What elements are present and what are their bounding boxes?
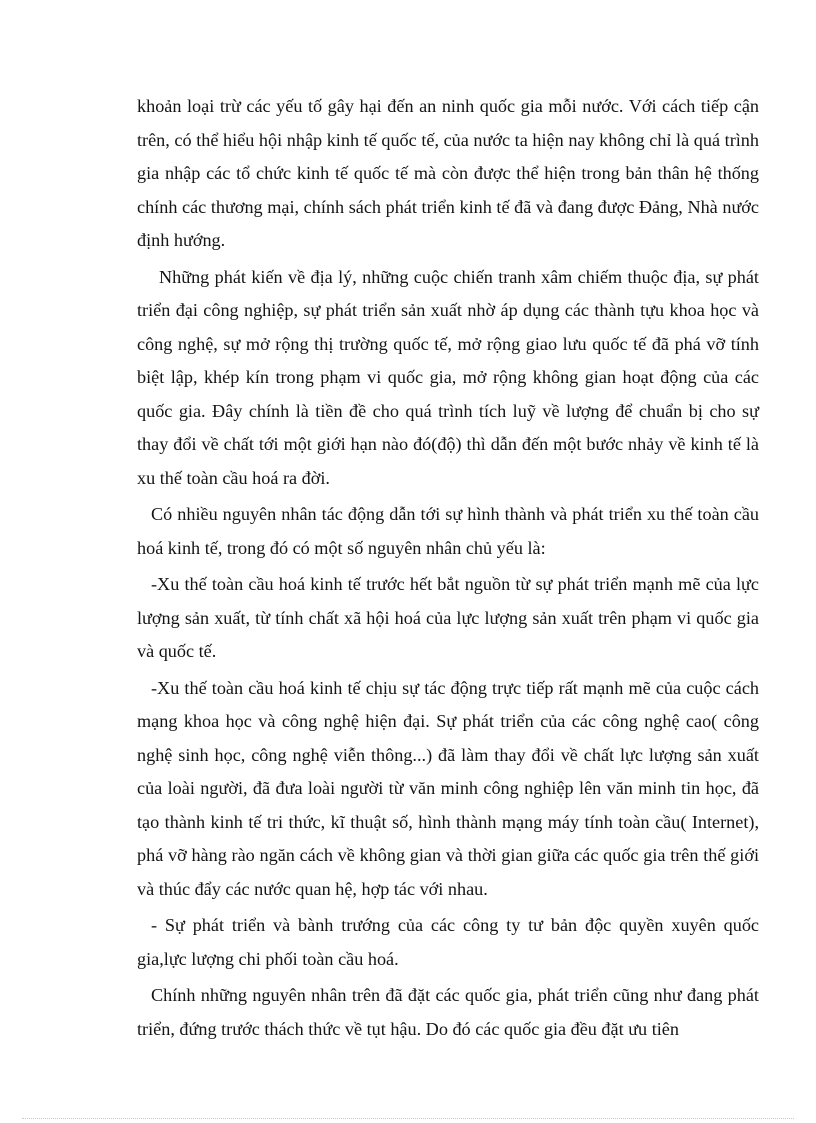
document-body bbox=[137, 90, 759, 1046]
paragraph-7: Chính những nguyên nhân trên đã đặt các quốc gia, phát triển cũng như đang phát triển, đứng trước thách thức về tụt hậu. Do đó các quốc gia đều đặt ưu tiên bbox=[137, 985, 759, 1039]
paragraph-6: - Sự phát triển và bành trướng của các công ty tư bản độc quyền xuyên quốc gia,lực lượng chi phối toàn cầu hoá. bbox=[137, 915, 759, 969]
paragraph-5: -Xu thế toàn cầu hoá kinh tế chịu sự tác động trực tiếp rất mạnh mẽ của cuộc cách mạng khoa học và công nghệ hiện đại. Sự phát triển của các công nghệ cao( công nghệ sinh học, công nghệ viễn thông...) đã làm thay đổi về chất lực lượng sản xuất của loài người, đã đưa loài người từ văn minh công nghiệp lên văn minh tin học, đã tạo thành kinh tế tri thức, kĩ thuật số, hình thành mạng máy tính toàn cầu( Internet), phá vỡ hàng rào ngăn cách về không gian và thời gian giữa các quốc gia trên thế giới và thúc đẩy các nước quan hệ, hợp tác với nhau. bbox=[137, 677, 759, 899]
page-bottom-divider bbox=[22, 1118, 794, 1119]
paragraph-4: -Xu thế toàn cầu hoá kinh tế trước hết bắt nguồn từ sự phát triển mạnh mẽ của lực lượng sản xuất, từ tính chất xã hội hoá của lực lượng sản xuất trên phạm vi quốc gia và quốc tế. bbox=[137, 574, 759, 661]
paragraph-3: Có nhiều nguyên nhân tác động dẫn tới sự hình thành và phát triển xu thế toàn cầu hoá kinh tế, trong đó có một số nguyên nhân chủ yếu là: bbox=[137, 504, 759, 558]
paragraph-1: khoản loại trừ các yếu tố gây hại đến an ninh quốc gia mỗi nước. Với cách tiếp cận trên, có thể hiểu hội nhập kinh tế quốc tế, của nước ta hiện nay không chỉ là quá trình gia nhập các tổ chức kinh tế quốc tế mà còn được thể hiện trong bản thân hệ thống chính các thương mại, chính sách phát triển kinh tế đã và đang được Đảng, Nhà nước định hướng. bbox=[137, 96, 759, 250]
paragraph-2: Những phát kiến về địa lý, những cuộc chiến tranh xâm chiếm thuộc địa, sự phát triển đại công nghiệp, sự phát triển sản xuất nhờ áp dụng các thành tựu khoa học và công nghệ, sự mở rộng thị trường quốc tế, mở rộng giao lưu quốc tế đã phá vỡ tính biệt lập, khép kín trong phạm vi quốc gia, mở rộng không gian hoạt động của các quốc gia. Đây chính là tiền đề cho quá trình tích luỹ về lượng để chuẩn bị cho sự thay đổi về chất tới một giới hạn nào đó(độ) thì dẫn đến một bước nhảy về kinh tế là xu thế toàn cầu hoá ra đời. bbox=[137, 266, 759, 488]
